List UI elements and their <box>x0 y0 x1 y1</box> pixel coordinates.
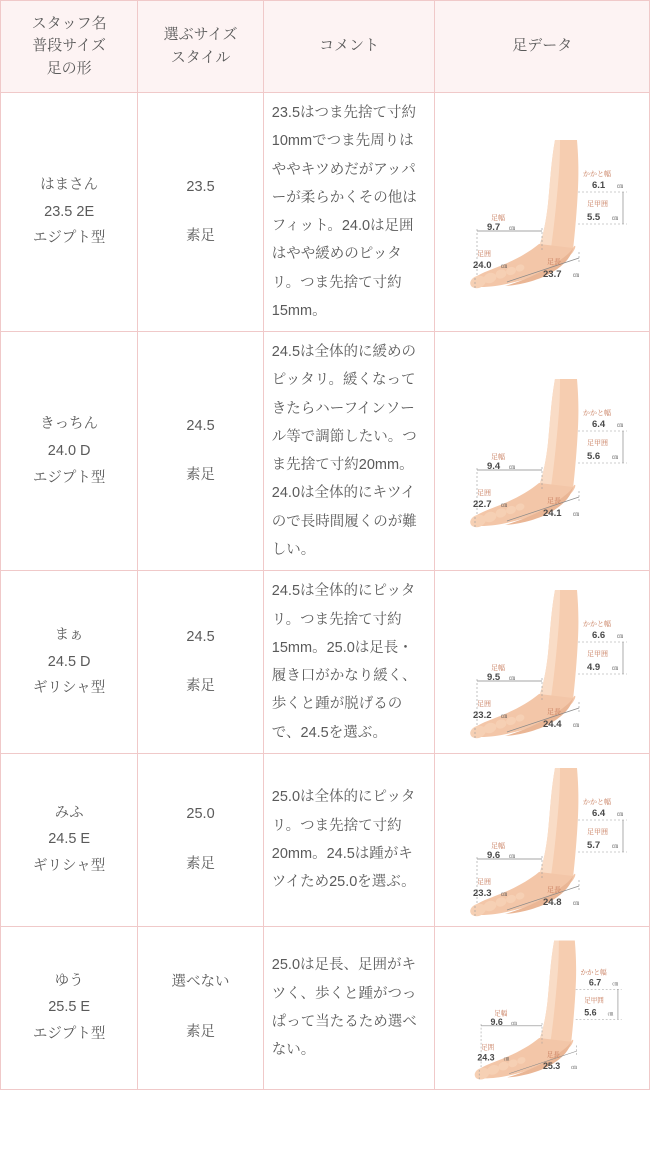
foot-data-cell <box>435 571 650 754</box>
heel-width-label: かかと幅 <box>580 969 607 977</box>
foot-width-value: 9.7 <box>487 222 501 234</box>
foot-length-label: 足長 <box>546 1051 560 1059</box>
foot-length-unit: ㎝ <box>573 273 580 280</box>
heel-width-label: かかと幅 <box>583 798 612 806</box>
comment-cell: 24.5は全体的に緩めのピッタリ。緩くなってきたらハーフインソール等で調節したい。つま先捨て寸約20mm。24.0は全体的にキツイので長時間履くのが難しい。 <box>263 332 435 571</box>
instep-girth-unit: ㎝ <box>607 1011 614 1018</box>
column-header-comment <box>263 1 435 93</box>
chosen-size: 23.5 <box>186 178 215 195</box>
foot-data-cell <box>435 753 650 926</box>
foot-width-unit: ㎝ <box>511 1020 517 1027</box>
table-row <box>1 93 650 332</box>
instep-girth-value: 5.6 <box>587 451 601 463</box>
heel-width-label: かかと幅 <box>583 621 612 629</box>
heel-width-value: 6.7 <box>589 977 602 988</box>
foot-length-value: 24.4 <box>543 719 562 731</box>
foot-diagram-icon <box>447 760 637 920</box>
chosen-size: 24.5 <box>186 628 215 645</box>
chosen-size: 24.5 <box>186 417 215 434</box>
wearing-style: 素足 <box>186 1023 216 1040</box>
usual-size: 24.5 D <box>47 653 91 670</box>
instep-girth-label: 足甲囲 <box>587 828 609 836</box>
usual-size: 25.5 E <box>48 999 91 1016</box>
foot-width-label: 足幅 <box>491 454 506 462</box>
foot-length-label: 足長 <box>547 498 562 506</box>
foot-girth-unit: ㎝ <box>501 714 508 721</box>
comment-cell: 25.0は足長、足囲がキツく、歩くと踵がつっぱって当たるため選べない。 <box>263 926 435 1089</box>
foot-girth-label: 足囲 <box>477 701 492 709</box>
chosen-size-cell <box>138 753 264 926</box>
foot-shape: ギリシャ型 <box>33 680 106 697</box>
foot-girth-unit: ㎝ <box>501 503 508 510</box>
staff-name-cell <box>1 753 138 926</box>
heel-width-unit: ㎝ <box>617 634 624 641</box>
header-line: 普段サイズ <box>32 37 107 55</box>
foot-length-unit: ㎝ <box>573 723 580 730</box>
column-header-foot-data <box>435 1 650 93</box>
staff-name: みふ <box>54 804 84 821</box>
foot-length-label: 足長 <box>547 709 562 717</box>
foot-length-value: 24.1 <box>543 508 562 520</box>
foot-width-unit: ㎝ <box>509 853 516 860</box>
heel-width-unit: ㎝ <box>617 423 624 430</box>
staff-name-cell <box>1 93 138 332</box>
instep-girth-value: 5.5 <box>587 212 601 224</box>
foot-girth-value: 23.3 <box>473 887 492 899</box>
chosen-size-cell <box>138 571 264 754</box>
table-row <box>1 571 650 754</box>
foot-length-label: 足長 <box>547 259 562 267</box>
foot-width-unit: ㎝ <box>509 465 516 472</box>
comment-cell: 23.5はつま先捨て寸約10mmでつま先周りはややキツめだがアッパーが柔らかくその他はフィット。24.0は足囲はやや緩めのピッタリ。つま先捨て寸約15mm。 <box>263 93 435 332</box>
heel-width-value: 6.6 <box>592 630 606 642</box>
chosen-size: 選べない <box>171 974 230 991</box>
wearing-style: 素足 <box>186 855 216 872</box>
table-row <box>1 926 650 1089</box>
foot-length-value: 24.8 <box>543 896 562 908</box>
foot-girth-label: 足囲 <box>477 878 492 886</box>
foot-girth-unit: ㎝ <box>501 264 508 271</box>
usual-size: 23.5 2E <box>44 203 95 220</box>
instep-girth-value: 4.9 <box>587 662 601 674</box>
foot-diagram-icon <box>447 132 637 292</box>
instep-girth-label: 足甲囲 <box>587 440 609 448</box>
foot-data-cell <box>435 332 650 571</box>
foot-width-label: 足幅 <box>491 215 506 223</box>
foot-width-label: 足幅 <box>491 842 506 850</box>
column-header-staff-name <box>1 1 138 93</box>
instep-girth-label: 足甲囲 <box>587 201 609 209</box>
foot-data-cell <box>435 93 650 332</box>
staff-name: ゆう <box>54 972 84 989</box>
foot-length-value: 23.7 <box>543 269 562 281</box>
header-line: スタッフ名 <box>31 14 107 32</box>
foot-diagram-icon <box>447 582 637 742</box>
instep-girth-unit: ㎝ <box>612 455 619 462</box>
foot-width-value: 9.5 <box>487 672 501 684</box>
header-line: 足データ <box>512 37 573 55</box>
instep-girth-value: 5.6 <box>584 1007 597 1018</box>
usual-size: 24.5 E <box>48 831 91 848</box>
staff-name: まぁ <box>54 626 84 643</box>
heel-width-value: 6.1 <box>592 180 606 192</box>
usual-size: 24.0 D <box>47 442 91 459</box>
foot-girth-label: 足囲 <box>477 490 492 498</box>
heel-width-unit: ㎝ <box>617 184 624 191</box>
chosen-size-cell <box>138 93 264 332</box>
wearing-style: 素足 <box>186 228 216 245</box>
foot-girth-value: 23.2 <box>473 710 492 722</box>
foot-girth-label: 足囲 <box>481 1044 495 1052</box>
table-header-row <box>1 1 650 93</box>
foot-width-unit: ㎝ <box>509 676 516 683</box>
wearing-style: 素足 <box>186 678 216 695</box>
chosen-size-cell <box>138 926 264 1089</box>
foot-girth-value: 24.3 <box>477 1052 495 1063</box>
table-header <box>1 1 650 93</box>
foot-length-unit: ㎝ <box>571 1064 577 1071</box>
foot-diagram-icon <box>447 371 637 531</box>
staff-name-cell <box>1 332 138 571</box>
chosen-size-cell <box>138 332 264 571</box>
foot-girth-unit: ㎝ <box>503 1056 510 1063</box>
foot-shape: エジプト型 <box>32 469 106 486</box>
comment-cell: 25.0は全体的にピッタリ。つま先捨て寸約20mm。24.5は踵がキツイため25.0を選ぶ。 <box>263 753 435 926</box>
foot-width-label: 足幅 <box>491 665 506 673</box>
foot-width-label: 足幅 <box>494 1010 508 1018</box>
table-row <box>1 753 650 926</box>
staff-name-cell <box>1 571 138 754</box>
staff-name: きっちん <box>40 415 99 432</box>
foot-width-value: 9.4 <box>487 461 501 473</box>
instep-girth-value: 5.7 <box>587 839 601 851</box>
header-line: コメント <box>319 37 380 55</box>
instep-girth-label: 足甲囲 <box>584 997 605 1005</box>
header-line: 選ぶサイズ <box>163 26 238 43</box>
foot-width-unit: ㎝ <box>509 226 516 233</box>
chosen-size: 25.0 <box>186 806 215 823</box>
staff-name-cell <box>1 926 138 1089</box>
instep-girth-label: 足甲囲 <box>587 651 609 659</box>
foot-length-value: 25.3 <box>543 1060 561 1071</box>
foot-diagram-icon <box>447 933 637 1083</box>
instep-girth-unit: ㎝ <box>612 216 619 223</box>
foot-length-label: 足長 <box>547 886 562 894</box>
heel-width-value: 6.4 <box>592 419 606 431</box>
foot-data-cell <box>435 926 650 1089</box>
instep-girth-unit: ㎝ <box>612 666 619 673</box>
wearing-style: 素足 <box>186 467 216 484</box>
foot-width-value: 9.6 <box>487 849 501 861</box>
table-body <box>1 93 650 1090</box>
foot-girth-value: 24.0 <box>473 260 492 272</box>
column-header-chosen-size <box>138 1 264 93</box>
foot-shape: エジプト型 <box>32 230 106 247</box>
foot-girth-unit: ㎝ <box>501 891 508 898</box>
foot-length-unit: ㎝ <box>573 900 580 907</box>
foot-shape: ギリシャ型 <box>33 858 106 875</box>
foot-length-unit: ㎝ <box>573 512 580 519</box>
instep-girth-unit: ㎝ <box>612 843 619 850</box>
heel-width-value: 6.4 <box>592 807 606 819</box>
heel-width-label: かかと幅 <box>583 410 612 418</box>
foot-width-value: 9.6 <box>490 1016 503 1027</box>
staff-name: はまさん <box>40 176 99 193</box>
foot-girth-label: 足囲 <box>477 251 492 259</box>
heel-width-unit: ㎝ <box>612 981 619 988</box>
comment-cell: 24.5は全体的にピッタリ。つま先捨て寸約15mm。25.0は足長・履き口がかなり緩く、歩くと踵が脱げるので、24.5を選ぶ。 <box>263 571 435 754</box>
header-line: 足の形 <box>46 59 92 77</box>
header-line: スタイル <box>170 48 231 66</box>
heel-width-unit: ㎝ <box>617 811 624 818</box>
table-row <box>1 332 650 571</box>
foot-girth-value: 22.7 <box>473 499 492 511</box>
heel-width-label: かかと幅 <box>583 171 612 179</box>
foot-shape: エジプト型 <box>32 1026 106 1043</box>
